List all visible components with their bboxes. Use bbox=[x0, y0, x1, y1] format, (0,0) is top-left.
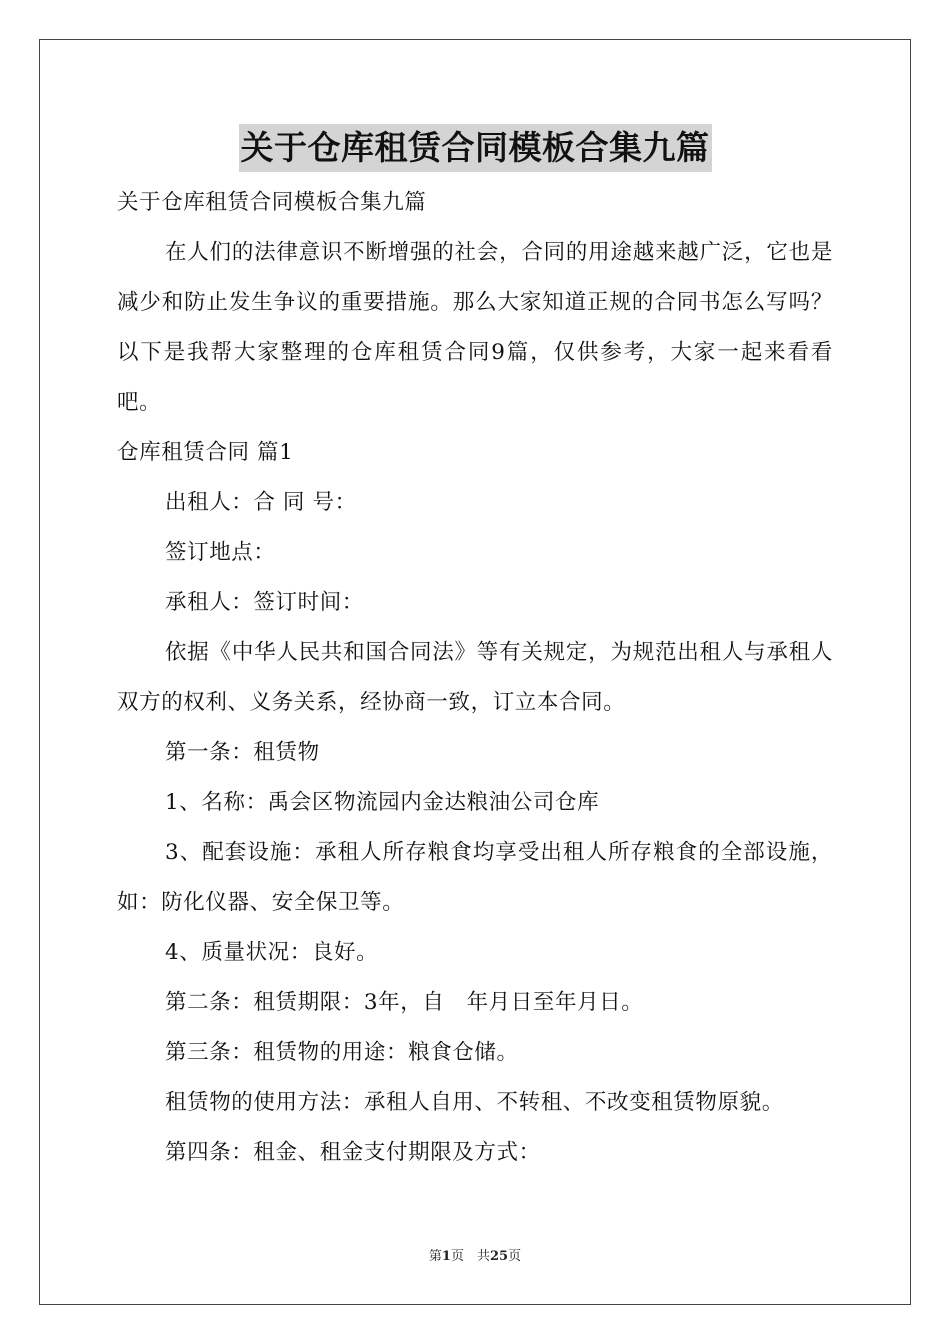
paragraph: 第一条：租赁物 bbox=[165, 740, 320, 765]
paragraph: 关于仓库租赁合同模板合集九篇 bbox=[117, 190, 427, 215]
footer-page-number: 1 bbox=[441, 1249, 451, 1264]
paragraph: 第二条：租赁期限：3年，自 年月日至年月日。 bbox=[165, 990, 644, 1015]
paragraph: 签订地点： bbox=[165, 540, 276, 565]
document-title: 关于仓库租赁合同模板合集九篇 bbox=[239, 124, 712, 172]
footer-page-mid: 页 共 bbox=[450, 1249, 490, 1264]
paragraph: 3、配套设施：承租人所存粮食均享受出租人所存粮食的全部设施，如：防化仪器、安全保卫等。 bbox=[117, 840, 833, 915]
paragraph: 4、质量状况：良好。 bbox=[165, 940, 379, 965]
paragraph: 依据《中华人民共和国合同法》等有关规定，为规范出租人与承租人双方的权利、义务关系，经协商一致，订立本合同。 bbox=[117, 640, 833, 715]
paragraph: 租赁物的使用方法：承租人自用、不转租、不改变租赁物原貌。 bbox=[165, 1090, 784, 1115]
paragraph: 出租人：合 同 号： bbox=[165, 490, 357, 515]
section-heading: 仓库租赁合同 篇1 bbox=[117, 440, 294, 465]
footer-page-prefix: 第 bbox=[428, 1249, 442, 1264]
paragraph: 1、名称：禹会区物流园内金达粮油公司仓库 bbox=[165, 790, 600, 815]
title-container bbox=[0, 124, 950, 172]
paragraph: 承租人：签订时间： bbox=[165, 590, 364, 615]
page-footer bbox=[0, 1245, 950, 1264]
footer-total-pages: 25 bbox=[489, 1249, 509, 1264]
paragraph: 第四条：租金、租金支付期限及方式： bbox=[165, 1140, 541, 1165]
paragraph: 第三条：租赁物的用途：粮食仓储。 bbox=[165, 1040, 519, 1065]
footer-page-suffix: 页 bbox=[508, 1249, 522, 1264]
document-body bbox=[117, 178, 833, 1178]
paragraph: 在人们的法律意识不断增强的社会，合同的用途越来越广泛，它也是减少和防止发生争议的重要措施。那么大家知道正规的合同书怎么写吗？以下是我帮大家整理的仓库租赁合同9篇，仅供参考，大家一起来看看吧。 bbox=[117, 240, 833, 415]
